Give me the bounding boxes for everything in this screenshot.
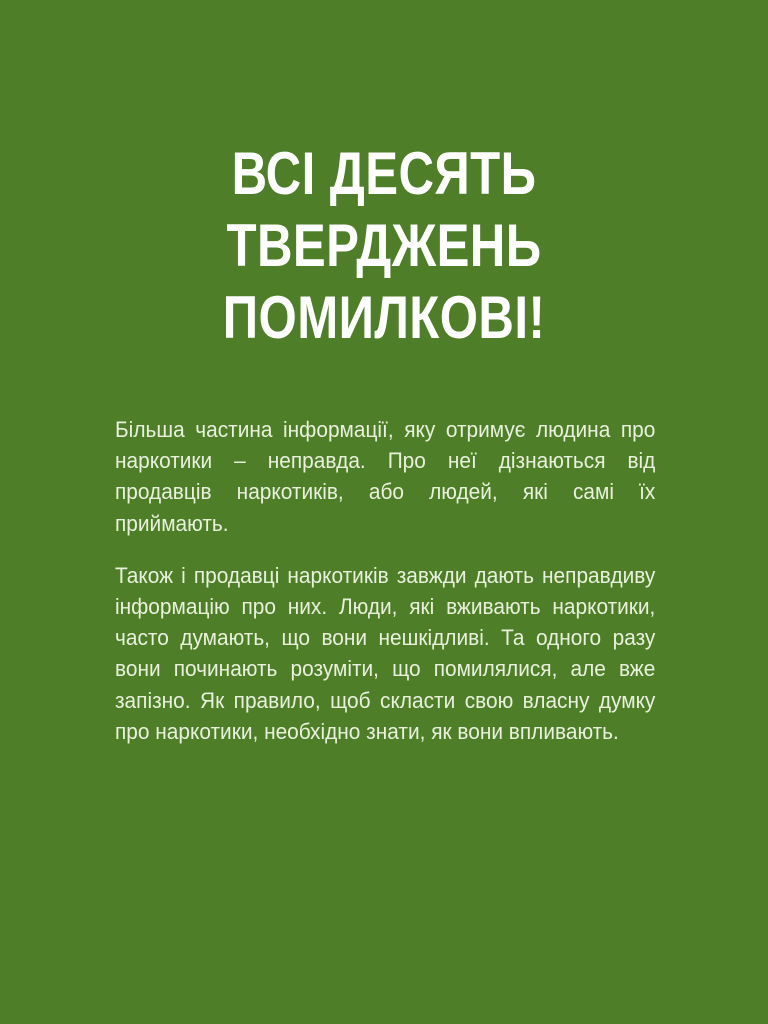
body-paragraph-2: Також і продавці наркотиків завжди дають неправдиву інформацію про них. Люди, які вживають наркотики, часто думають, що вони нешкідливі. Та одного разу вони починають розуміти, що помилялися, але вже запізно. Як правило, щоб скласти свою власну думку про наркотики, необхідно знати, як вони впливають.	[115, 562, 656, 744]
title-line-2: ТВЕРДЖЕНЬ	[226, 212, 542, 279]
body-paragraph-1: Більша частина інформації, яку отримує людина про наркотики – неправда. Про неї дізнаються від продавців наркотиків, або людей, які самі їх приймають.	[115, 417, 656, 536]
page-title	[69, 0, 699, 354]
body-text-block	[115, 414, 655, 768]
title-line-3: ПОМИЛКОВІ!	[222, 284, 546, 351]
title-line-1: ВСІ ДЕСЯТЬ	[231, 140, 537, 207]
